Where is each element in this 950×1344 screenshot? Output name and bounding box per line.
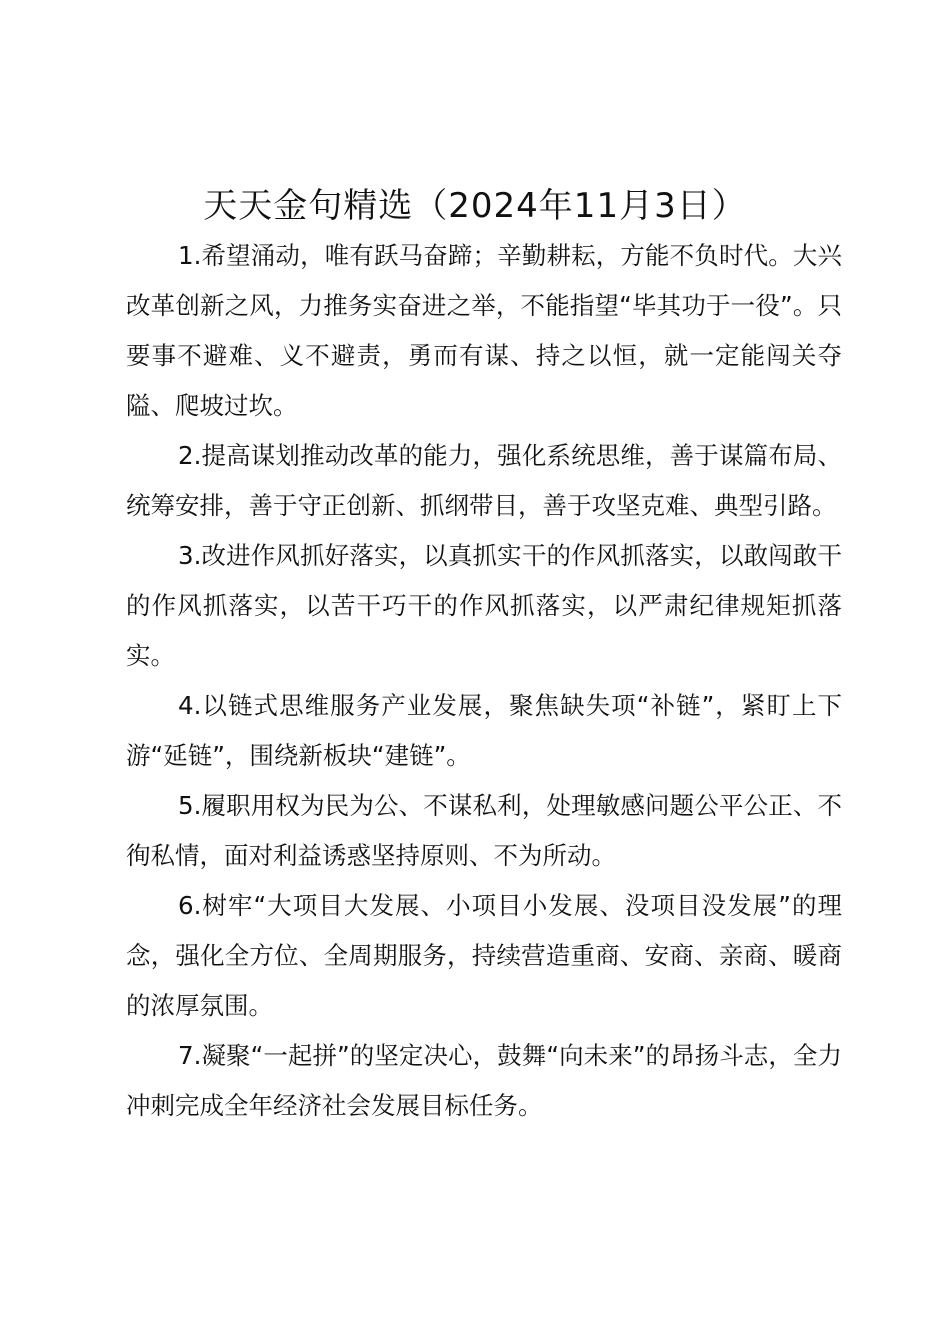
paragraph-1: 1.希望涌动，唯有跃马奋蹄；辛勤耕耘，方能不负时代。大兴改革创新之风，力推务实奋进之举，不能指望“毕其功于一役”。只要事不避难、义不避责，勇而有谋、持之以恒，就一定能闯关夺隘、爬坡过坎。 [126,241,842,420]
paragraph-7: 7.凝聚“一起拼”的坚定决心，鼓舞“向未来”的昂扬斗志，全力冲刺完成全年经济社会发展目标任务。 [126,1041,842,1120]
document-title: 天天金句精选（2024年11月3日） [203,186,747,226]
paragraph-2: 2.提高谋划推动改革的能力，强化系统思维，善于谋篇布局、统筹安排，善于守正创新、抓纲带目，善于攻坚克难、典型引路。 [126,441,842,520]
paragraph-3: 3.改进作风抓好落实，以真抓实干的作风抓落实，以敢闯敢干的作风抓落实，以苦干巧干的作风抓落实，以严肃纪律规矩抓落实。 [126,541,842,670]
document-body [126,231,842,1131]
paragraph-4: 4.以链式思维服务产业发展，聚焦缺失项“补链”，紧盯上下游“延链”，围绕新板块“建链”。 [126,691,842,770]
paragraph-6: 6.树牢“大项目大发展、小项目小发展、没项目没发展”的理念，强化全方位、全周期服务，持续营造重商、安商、亲商、暖商的浓厚氛围。 [126,891,842,1020]
paragraph-5: 5.履职用权为民为公、不谋私利，处理敏感问题公平公正、不徇私情，面对利益诱惑坚持原则、不为所动。 [126,791,842,870]
